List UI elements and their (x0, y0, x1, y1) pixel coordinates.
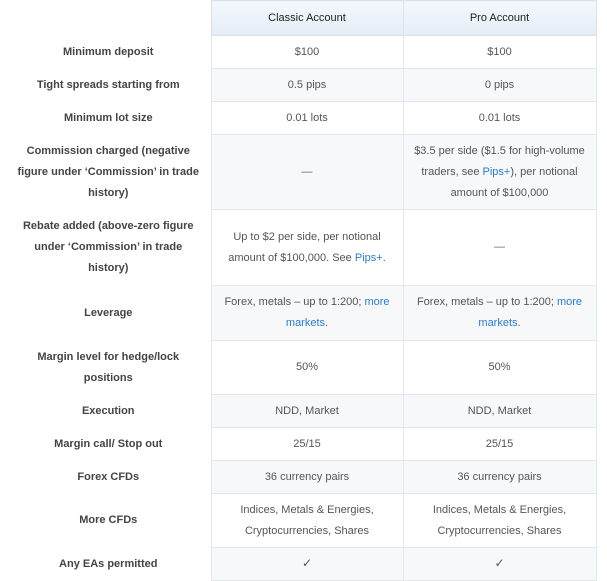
table-row (6, 69, 596, 102)
commission-text-end: ), per notional amount of $100,000 (450, 165, 578, 199)
pro-cell (403, 135, 596, 210)
row-label: Rebate added (above-zero figure under ‘Commission’ in trade history) (22, 220, 194, 274)
table-row (6, 494, 596, 548)
row-label: More CFDs (79, 514, 138, 526)
commission-text-start: $3.5 per side ($1.5 for high-volume traders, see (414, 144, 585, 178)
pips-plus-link[interactable]: Pips+ (354, 251, 383, 264)
dash-placeholder: — (301, 165, 313, 178)
pro-cell: 0.01 lots (403, 102, 596, 135)
classic-cell: 36 currency pairs (211, 461, 403, 494)
table-row (6, 135, 596, 210)
pro-cell: $100 (403, 36, 596, 69)
dash-placeholder: — (494, 241, 505, 253)
classic-cell (211, 286, 403, 341)
header-empty-cell (6, 1, 211, 36)
classic-account-header: Classic Account (211, 1, 403, 36)
table-row (6, 428, 596, 461)
row-label: Tight spreads starting from (36, 78, 180, 91)
row-label: Minimum lot size (63, 111, 153, 124)
checkmark-icon: ✓ (494, 556, 505, 570)
table-row (6, 461, 596, 494)
rebate-text-start: Up to $2 per side, per notional amount of $100,000. See (228, 230, 381, 264)
row-label: Margin level for hedge/lock positions (37, 350, 180, 384)
checkmark-icon: ✓ (301, 556, 313, 570)
pro-cell: Indices, Metals & Energies, Cryptocurrencies, Shares (403, 494, 596, 548)
pips-plus-link[interactable]: Pips+ (482, 165, 511, 178)
leverage-text-end: . (517, 317, 521, 329)
pro-account-header: Pro Account (403, 1, 596, 36)
pro-cell: NDD, Market (403, 395, 596, 428)
row-label: Margin call/ Stop out (54, 437, 163, 450)
classic-cell: 0.01 lots (211, 102, 403, 135)
leverage-text: Forex, metals – up to 1:200; (224, 296, 365, 308)
more-markets-link[interactable]: more markets (478, 296, 583, 329)
table-row (6, 341, 596, 395)
table-row (6, 210, 596, 286)
pro-cell: 36 currency pairs (403, 461, 596, 494)
pro-cell (403, 210, 596, 286)
classic-cell: NDD, Market (211, 395, 403, 428)
account-comparison-table (6, 0, 597, 581)
table-header-row (6, 1, 596, 36)
classic-cell (211, 548, 403, 581)
pro-cell: 25/15 (403, 428, 596, 461)
leverage-text-end: . (325, 317, 329, 329)
table-row (6, 36, 596, 69)
table-row (6, 102, 596, 135)
classic-cell: 0.5 pips (211, 69, 403, 102)
classic-cell (211, 210, 403, 286)
classic-cell: $100 (211, 36, 403, 69)
table-row (6, 286, 596, 341)
row-label: Leverage (84, 306, 133, 319)
leverage-text: Forex, metals – up to 1:200; (416, 296, 557, 308)
classic-cell (211, 135, 403, 210)
classic-cell: 25/15 (211, 428, 403, 461)
more-markets-link[interactable]: more markets (285, 296, 390, 329)
row-label: Any EAs permitted (59, 557, 158, 570)
row-label: Forex CFDs (77, 470, 140, 483)
table-row (6, 548, 596, 581)
row-label: Minimum deposit (63, 45, 154, 58)
rebate-text-end: . (382, 251, 386, 264)
row-label: Commission charged (negative figure under ‘Commission’ in trade history) (17, 144, 200, 199)
pro-cell: 50% (403, 341, 596, 395)
table-row (6, 395, 596, 428)
classic-cell: Indices, Metals & Energies, Cryptocurrencies, Shares (211, 494, 403, 548)
row-label: Execution (81, 404, 135, 417)
classic-cell: 50% (211, 341, 403, 395)
pro-cell (403, 548, 596, 581)
pro-cell (403, 286, 596, 341)
pro-cell: 0 pips (403, 69, 596, 102)
